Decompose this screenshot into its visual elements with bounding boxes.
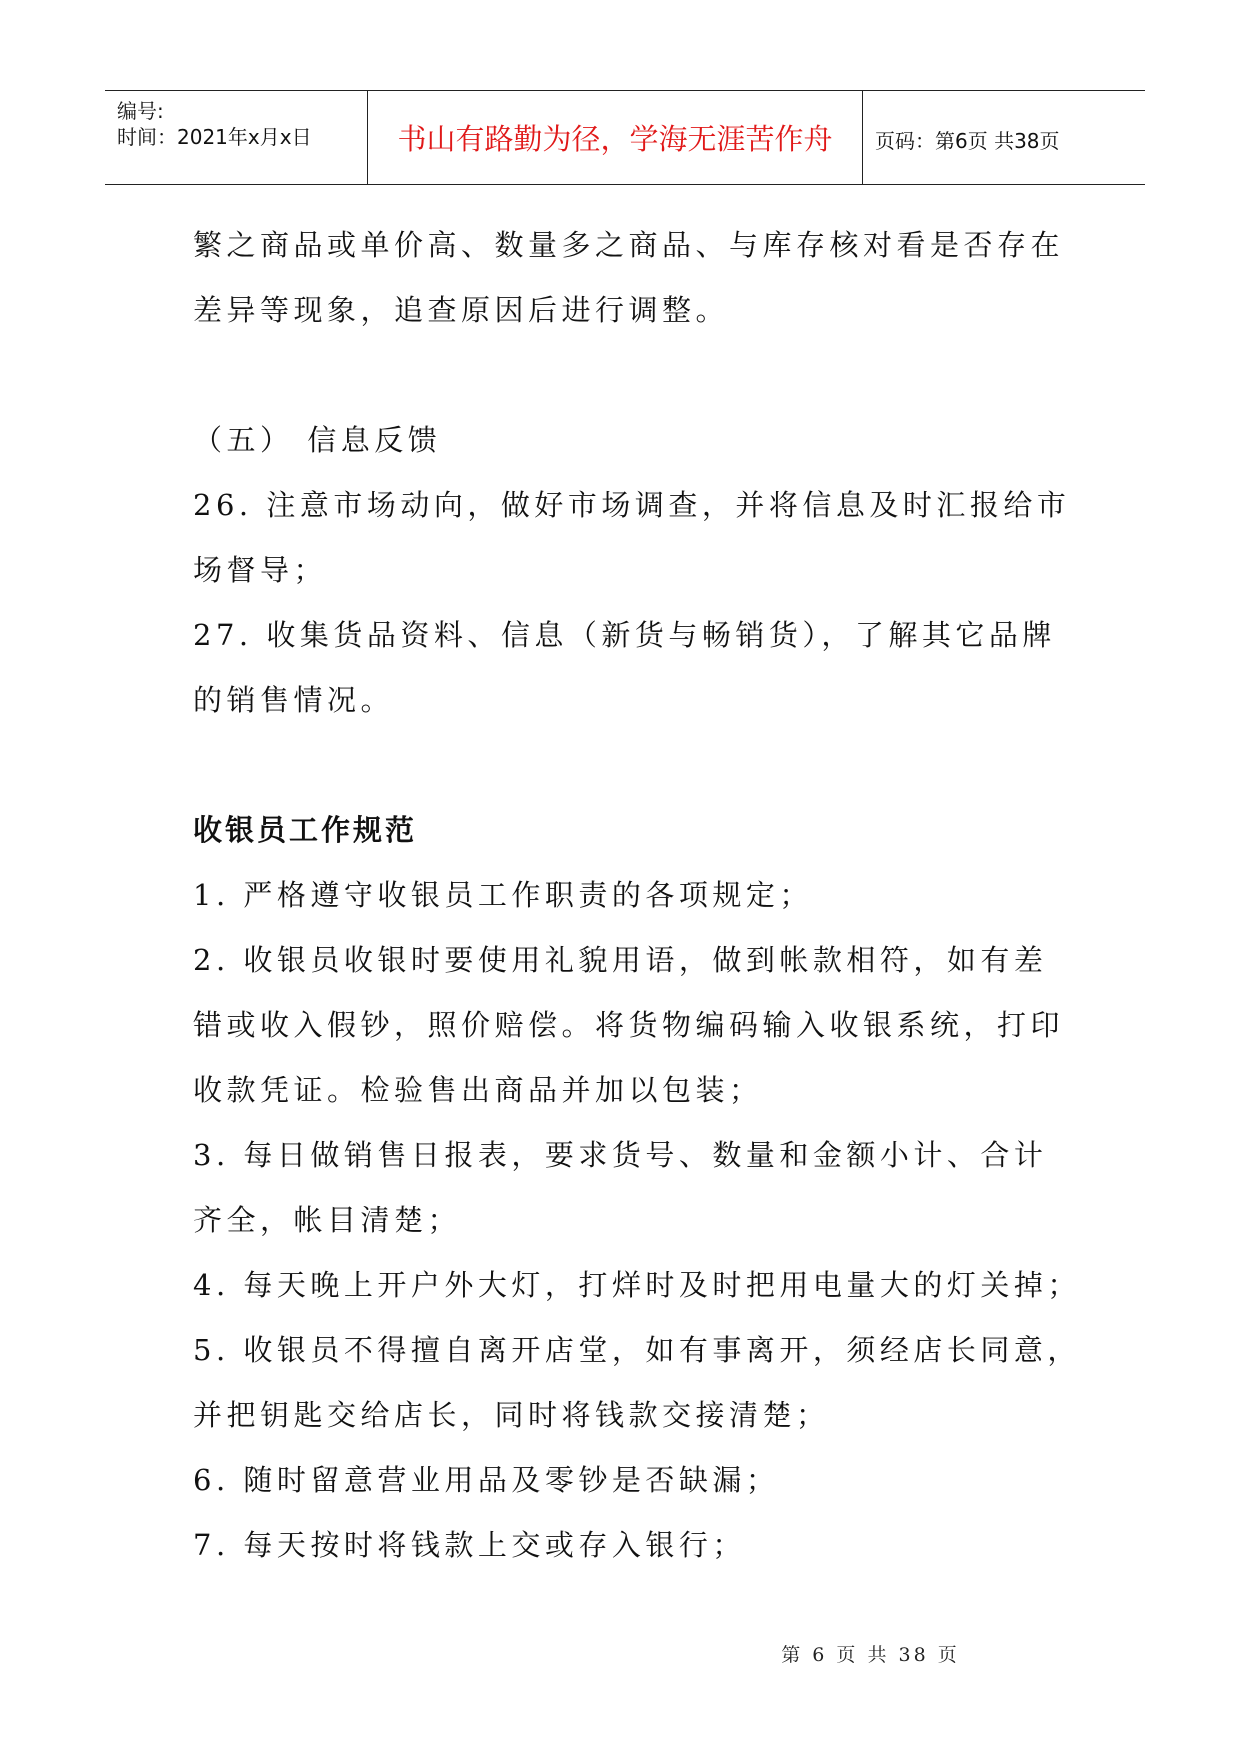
section-heading: 收银员工作规范 bbox=[193, 813, 418, 847]
paragraph-line: 27. 收集货品资料、信息（新货与畅销货），了解其它品牌 bbox=[193, 618, 1056, 652]
paragraph-line: 5. 收银员不得擅自离开店堂，如有事离开，须经店长同意， bbox=[193, 1333, 1081, 1367]
paragraph-line: 齐全，帐目清楚； bbox=[193, 1203, 462, 1237]
section-title: （五） 信息反馈 bbox=[193, 423, 442, 457]
paragraph-line: 3. 每日做销售日报表，要求货号、数量和金额小计、合计 bbox=[193, 1138, 1048, 1172]
header-motto-cell bbox=[368, 91, 863, 184]
paragraph-line: 繁之商品或单价高、数量多之商品、与库存核对看是否存在 bbox=[193, 228, 1065, 262]
paragraph-line: 场督导； bbox=[193, 553, 328, 587]
paragraph-line: 4. 每天晚上开户外大灯，打烊时及时把用电量大的灯关掉； bbox=[193, 1268, 1081, 1302]
page-footer: 第 6 页 共 38 页 bbox=[781, 1644, 960, 1666]
paragraph-line: 收款凭证。检验售出商品并加以包装； bbox=[193, 1073, 763, 1107]
paragraph-line: 并把钥匙交给店长，同时将钱款交接清楚； bbox=[193, 1398, 830, 1432]
header-page-number: 页码：第6页 共38页 bbox=[875, 129, 1060, 153]
paragraph-line: 6. 随时留意营业用品及零钞是否缺漏； bbox=[193, 1463, 780, 1497]
paragraph-line: 错或收入假钞，照价赔偿。将货物编码输入收银系统，打印 bbox=[193, 1008, 1065, 1042]
header-motto: 书山有路勤为径，学海无涯苦作舟 bbox=[397, 122, 833, 156]
paragraph-line: 1. 严格遵守收银员工作职责的各项规定； bbox=[193, 878, 813, 912]
paragraph-line: 26. 注意市场动向，做好市场调查，并将信息及时汇报给市 bbox=[193, 488, 1071, 522]
paragraph-line: 7. 每天按时将钱款上交或存入银行； bbox=[193, 1528, 746, 1562]
header-meta-cell bbox=[105, 91, 368, 184]
paragraph-line: 差异等现象，追查原因后进行调整。 bbox=[193, 293, 730, 327]
document-body bbox=[193, 213, 1081, 1578]
document-number-label: 编号: bbox=[117, 99, 164, 123]
page-header bbox=[105, 90, 1145, 185]
paragraph-line: 2. 收银员收银时要使用礼貌用语，做到帐款相符，如有差 bbox=[193, 943, 1048, 977]
paragraph-line: 的销售情况。 bbox=[193, 683, 395, 717]
header-page-cell bbox=[863, 91, 1145, 184]
document-date: 时间：2021年x月x日 bbox=[117, 125, 312, 149]
